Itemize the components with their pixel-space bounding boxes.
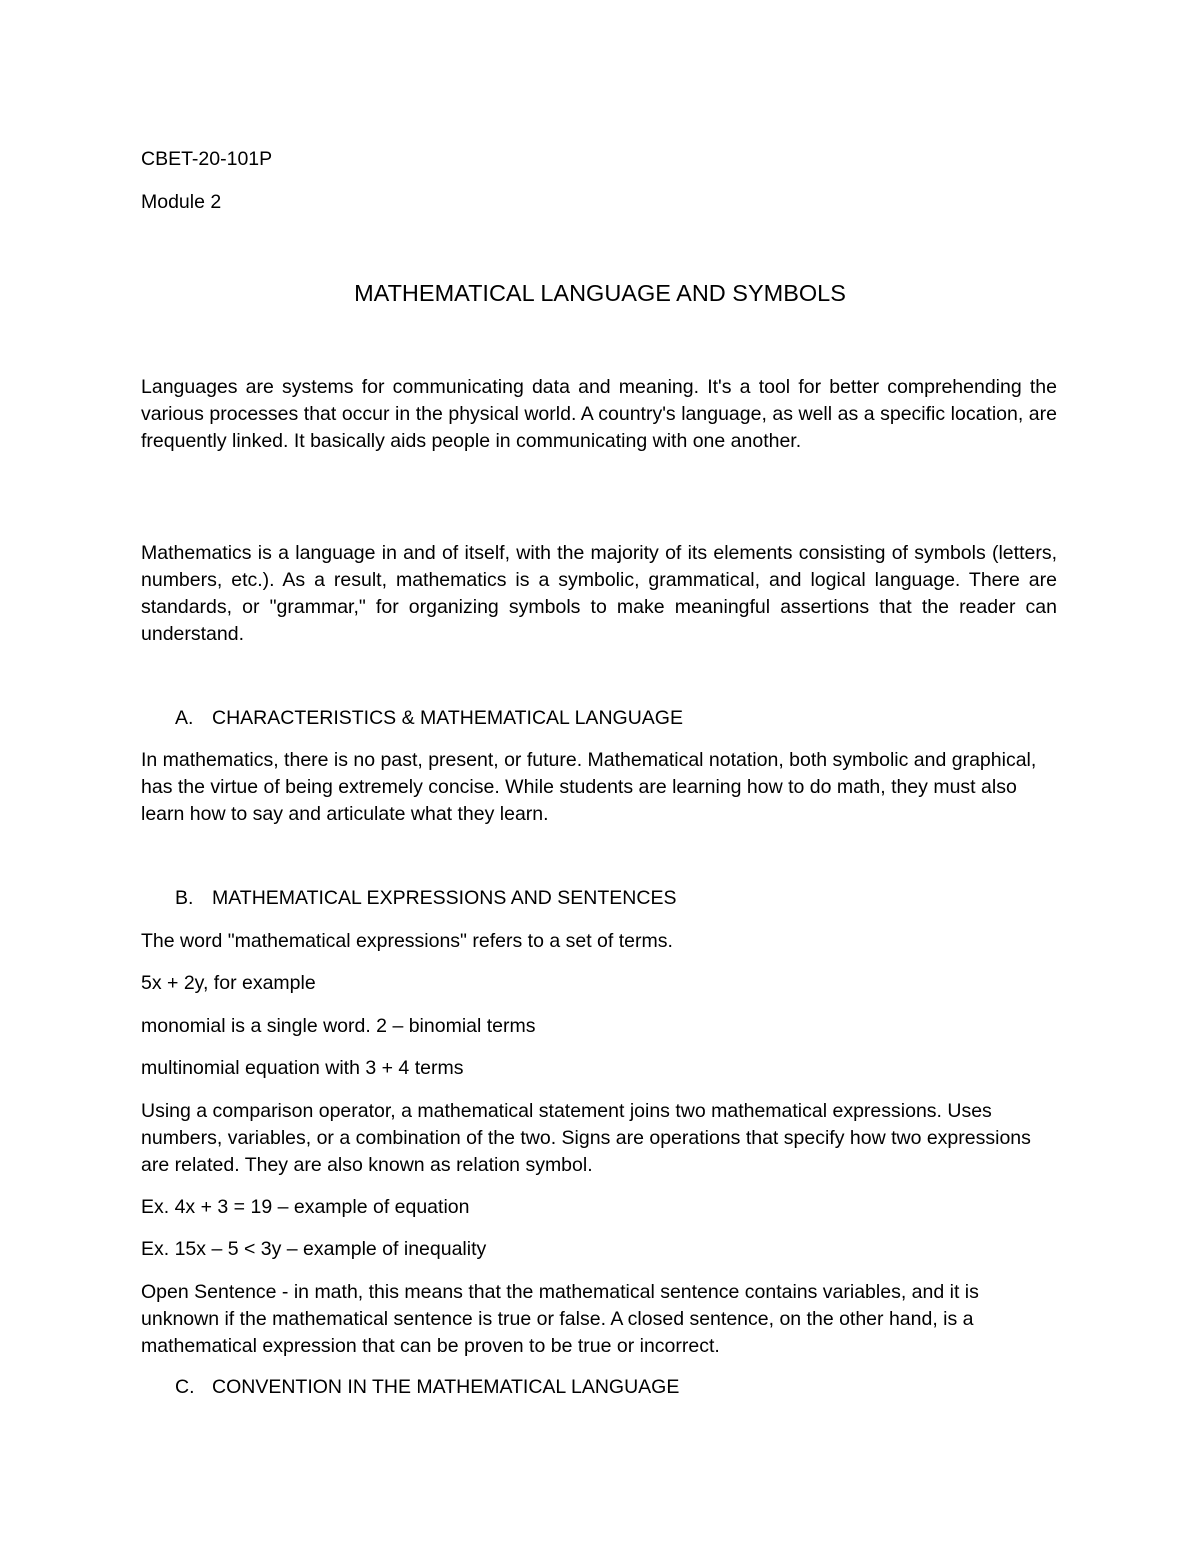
section-c-letter: C. — [175, 1376, 195, 1398]
section-b-paragraph-2: Open Sentence - in math, this means that the mathematical sentence contains variables, and it is unknown if the mathematical sentence is true or false. A closed sentence, on the other hand, is a mathematical expression that can be proven to be true or incorrect. — [141, 1281, 979, 1357]
document-title: MATHEMATICAL LANGUAGE AND SYMBOLS — [354, 280, 846, 306]
section-a-letter: A. — [175, 707, 194, 729]
intro-paragraph-2: Mathematics is a language in and of itself, with the majority of its elements consisting of symbols (letters, numbers, etc.). As a result, mathematics is a symbolic, grammatical, and logical language. There are standards, or "grammar," for organizing symbols to make meaningful assertions that the reader can understand. — [141, 542, 1057, 645]
section-b-paragraph-1: Using a comparison operator, a mathematical statement joins two mathematical expressions. Uses numbers, variables, or a combination of the two. Signs are operations that specify how two expressions are related. They are also known as relation symbol. — [141, 1100, 1031, 1176]
section-a-title: CHARACTERISTICS & MATHEMATICAL LANGUAGE — [212, 707, 683, 729]
section-b-line-1: The word "mathematical expressions" refers to a set of terms. — [141, 930, 673, 952]
example-inequality: Ex. 15x – 5 < 3y – example of inequality — [141, 1238, 487, 1260]
section-b-title: MATHEMATICAL EXPRESSIONS AND SENTENCES — [212, 887, 677, 909]
section-a-heading — [141, 705, 683, 732]
section-c-heading — [141, 1374, 679, 1401]
section-a-body: In mathematics, there is no past, present, or future. Mathematical notation, both symbolic and graphical, has the virtue of being extremely concise. While students are learning how to do math, they must also learn how to say and articulate what they learn. — [141, 749, 1037, 825]
section-c-title: CONVENTION IN THE MATHEMATICAL LANGUAGE — [212, 1376, 680, 1398]
section-b-letter: B. — [175, 887, 194, 909]
example-equation: Ex. 4x + 3 = 19 – example of equation — [141, 1196, 470, 1218]
section-b-heading — [141, 885, 676, 912]
section-b-line-4: multinomial equation with 3 + 4 terms — [141, 1057, 464, 1079]
section-b-line-3: monomial is a single word. 2 – binomial terms — [141, 1015, 536, 1037]
module-label: Module 2 — [141, 191, 222, 213]
section-b-line-2: 5x + 2y, for example — [141, 972, 316, 994]
intro-paragraph-1: Languages are systems for communicating data and meaning. It's a tool for better comprehending the various processes that occur in the physical world. A country's language, as well as a specific location, are frequently linked. It basically aids people in communicating with one another. — [141, 376, 1057, 452]
course-code: CBET-20-101P — [141, 148, 273, 170]
